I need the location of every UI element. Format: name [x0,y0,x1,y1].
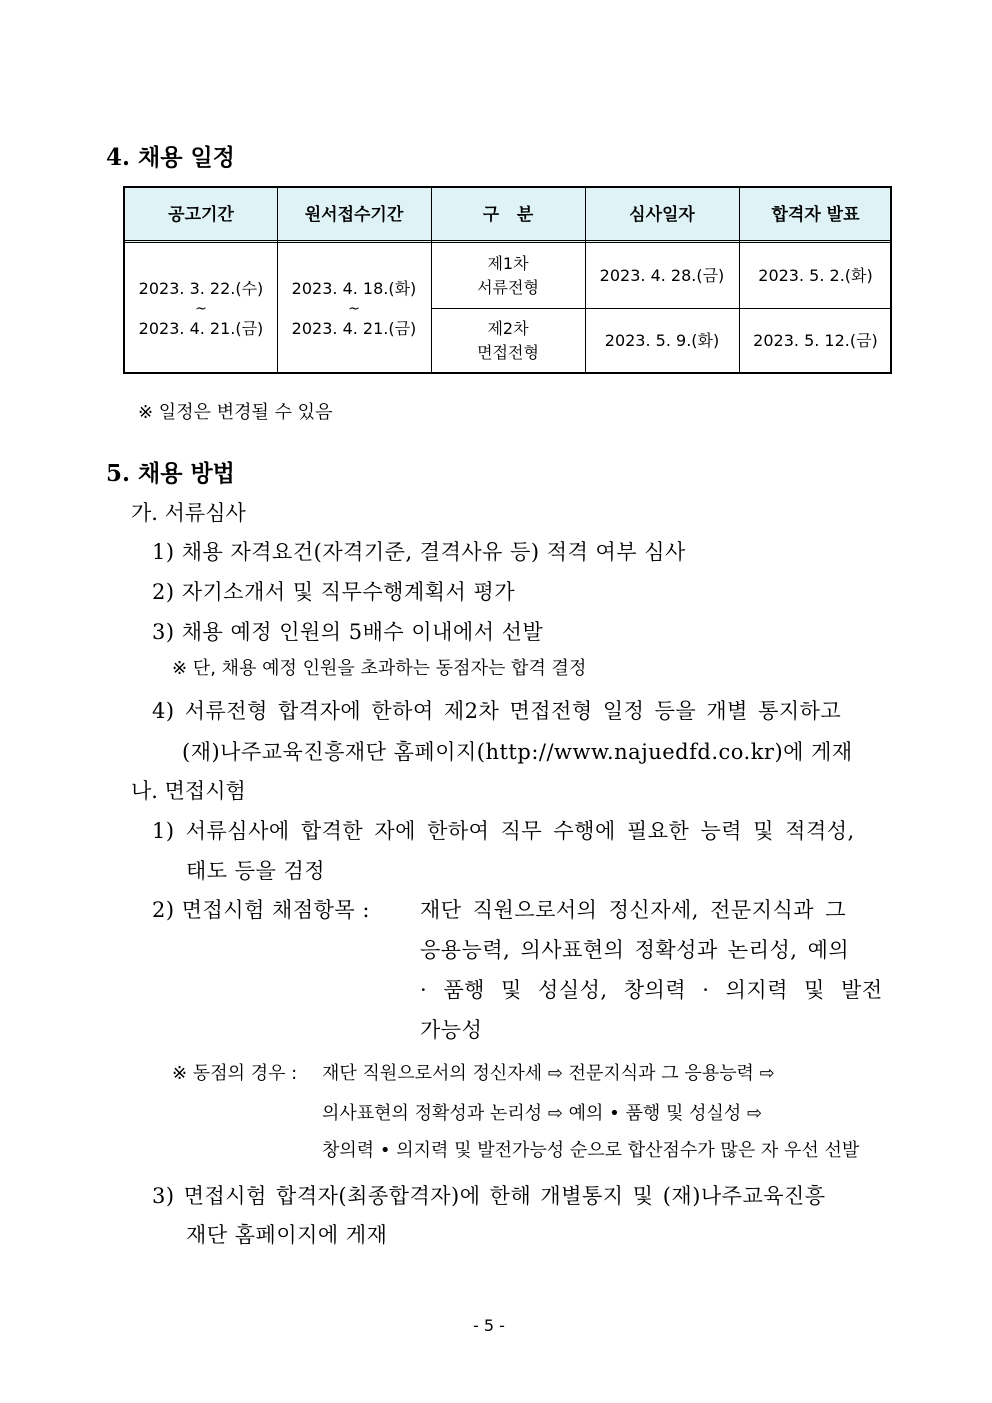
stage-1-number: 제1차 [487,254,529,273]
stage-1-announce: 2023. 5. 2.(화) [758,266,873,285]
screening-item-4-line-2: (재)나주교육진흥재단 홈페이지(http://www.najuedfd.co.kr)에 게재 [182,740,853,764]
tie-rule-label: ※ 동점의 경우 : [172,1063,298,1084]
receipt-period-tilde: ~ [348,301,360,317]
interview-item-2-line-2: 응용능력, 의사표현의 정확성과 논리성, 예의 [420,938,850,962]
interview-item-2-line-4: 가능성 [420,1018,483,1042]
interview-title: 나. 면접시험 [131,779,246,803]
screening-item-3: 3) 채용 예정 인원의 5배수 이내에서 선발 [152,620,544,644]
interview-item-3-line-1: 3) 면접시험 합격자(최종합격자)에 한해 개별통지 및 (재)나주교육진흥 [152,1184,826,1208]
screening-item-4-line-1: 4) 서류전형 합격자에 한하여 제2차 면접전형 일정 등을 개별 통지하고 [152,699,842,723]
header-receipt-period: 원서접수기간 [304,204,404,225]
receipt-period-start: 2023. 4. 18.(화) [291,279,417,298]
header-announcement: 합격자 발표 [771,204,860,225]
tie-rule-line-1: 재단 직원으로서의 정신자세 ⇨ 전문지식과 그 응용능력 ⇨ [322,1063,775,1084]
stage-1-review-date: 2023. 4. 28.(금) [599,266,725,285]
stage-2-cell [431,309,585,373]
tie-rule-line-3: 창의력 • 의지력 및 발전가능성 순으로 합산점수가 많은 자 우선 선발 [322,1140,860,1161]
section-5-heading: 5. 채용 방법 [106,460,235,487]
section-4-heading: 4. 채용 일정 [106,144,235,171]
stage-2-name: 면접전형 [477,343,539,362]
page-number: - 5 - [473,1316,505,1335]
interview-item-3-line-2: 재단 홈페이지에 게재 [186,1223,388,1247]
interview-item-2-label: 2) 면접시험 채점항목 : [152,898,370,922]
header-announce-period: 공고기간 [168,204,234,225]
stage-2-number: 제2차 [487,319,529,338]
screening-item-1: 1) 채용 자격요건(자격기준, 결격사유 등) 적격 여부 심사 [152,540,686,564]
stage-1-name: 서류전형 [477,278,539,297]
interview-item-2-line-1: 재단 직원으로서의 정신자세, 전문지식과 그 [420,898,847,922]
interview-item-1-line-1: 1) 서류심사에 합격한 자에 한하여 직무 수행에 필요한 능력 및 적격성, [152,819,855,843]
tie-rule-line-2: 의사표현의 정확성과 논리성 ⇨ 예의 • 품행 및 성실성 ⇨ [322,1103,763,1124]
header-review-date: 심사일자 [629,204,695,225]
schedule-change-note: ※ 일정은 변경될 수 있음 [138,402,333,423]
stage-2-announce: 2023. 5. 12.(금) [753,331,878,350]
stage-1-cell [431,244,585,308]
screening-item-3-note: ※ 단, 채용 예정 인원을 초과하는 동점자는 합격 결정 [172,658,587,679]
announce-period-tilde: ~ [195,301,207,317]
interview-item-2-line-3: · 품행 및 성실성, 창의력 · 의지력 및 발전 [420,978,883,1002]
screening-item-2: 2) 자기소개서 및 직무수행계획서 평가 [152,580,516,604]
announce-period-end: 2023. 4. 21.(금) [138,319,264,338]
receipt-period-cell [277,244,431,374]
schedule-table [123,186,892,374]
announce-period-cell [125,244,277,374]
header-category: 구 분 [482,204,534,225]
announce-period-start: 2023. 3. 22.(수) [138,279,264,298]
document-screening-title: 가. 서류심사 [131,501,246,525]
interview-item-1-line-2: 태도 등을 검정 [186,859,326,883]
receipt-period-end: 2023. 4. 21.(금) [291,319,417,338]
stage-2-review-date: 2023. 5. 9.(화) [604,331,720,350]
